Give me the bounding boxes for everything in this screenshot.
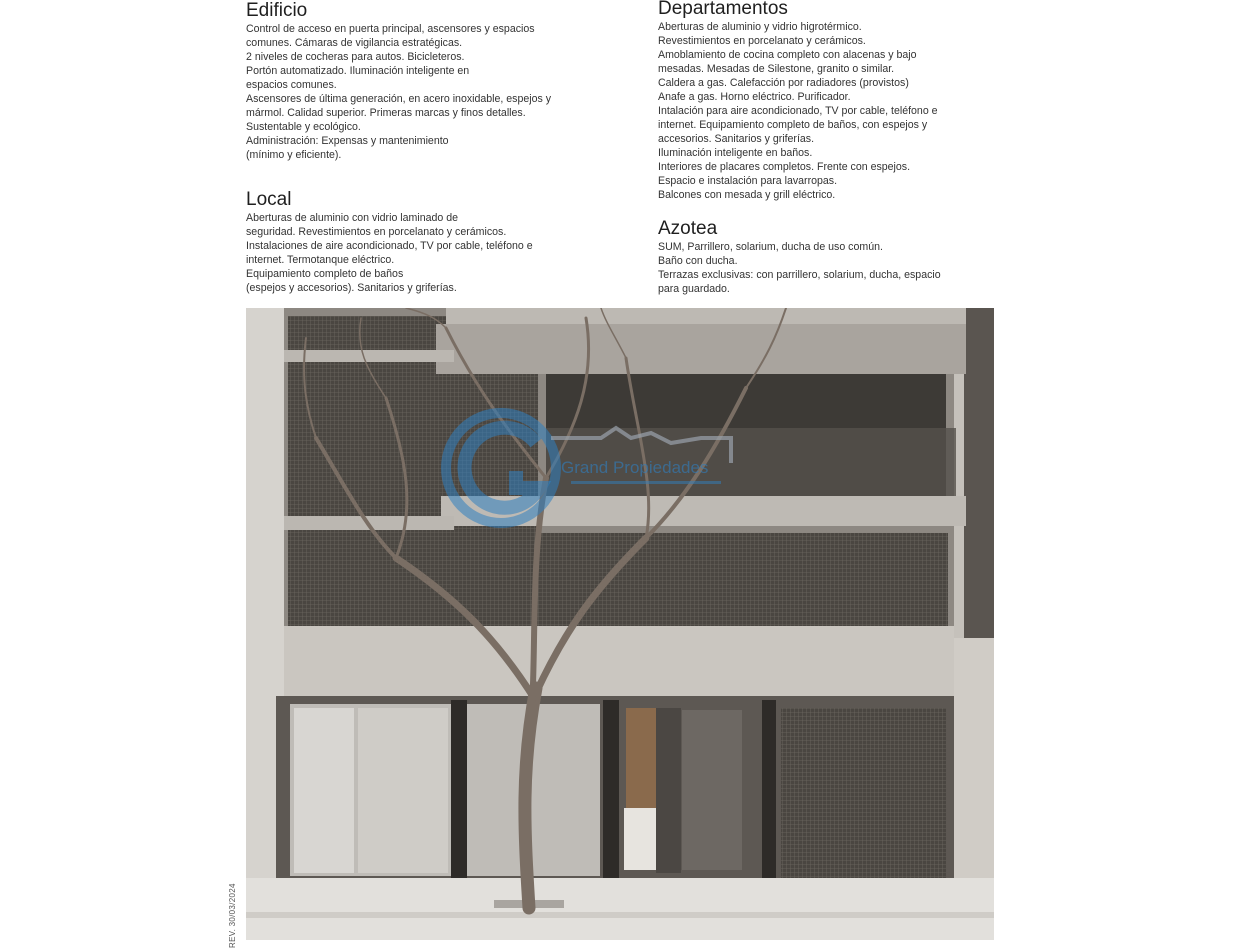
section-body: SUM, Parrillero, solarium, ducha de uso común. Baño con ducha. Terrazas exclusivas: con parrillero, solarium, ducha, espacio para guardado.: [658, 241, 941, 295]
section-azotea: [658, 218, 941, 296]
section-body: Control de acceso en puerta principal, ascensores y espacios comunes. Cámaras de vigilancia estratégicas. 2 niveles de cocheras para autos. Bicicleteros. Portón automatizado. Iluminación inteligente en espacios comunes. Ascensores de última generación, en acero inoxidable, espejos y mármol. Calidad superior. Primeras marcas y finos detalles. Sustentable y ecológico. Administración: Expensas y mantenimiento (mínimo y eficiente).: [246, 23, 552, 161]
section-local: [246, 189, 533, 295]
section-title: Azotea: [658, 218, 718, 239]
section-title: Departamentos: [658, 0, 788, 19]
building-render-image: [246, 308, 994, 940]
section-body: Aberturas de aluminio y vidrio higrotérmico. Revestimientos en porcelanato y cerámicos. Amoblamiento de cocina completo con alacenas y bajo mesadas. Mesadas de Silestone, granito o similar. Caldera a gas. Calefacción por radiadores (provistos) Anafe a gas. Horno eléctrico. Purificador. Intalación para aire acondicionado, TV por cable, teléfono e internet. Equipamiento completo de baños, con espejos y accesorios. Sanitarios y griferías. Iluminación inteligente en baños. Interiores de placares completos. Frente con espejos. Espacio e instalación para lavarropas. Balcones con mesada y grill eléctrico.: [658, 21, 938, 201]
revision-label: REV. 30/03/2024: [228, 883, 237, 948]
section-title: Edificio: [246, 0, 308, 21]
watermark-text: Grand Propiedades: [561, 458, 709, 477]
section-departamentos: [658, 0, 938, 202]
section-body: Aberturas de aluminio con vidrio laminado de seguridad. Revestimientos en porcelanato y cerámicos. Instalaciones de aire acondicionado, TV por cable, teléfono e internet. Termotanque eléctrico. Equipamiento completo de baños (espejos y accesorios). Sanitarios y griferías.: [246, 212, 533, 294]
section-title: Local: [246, 189, 292, 210]
watermark-logo: [441, 403, 801, 543]
section-edificio: [246, 0, 551, 162]
